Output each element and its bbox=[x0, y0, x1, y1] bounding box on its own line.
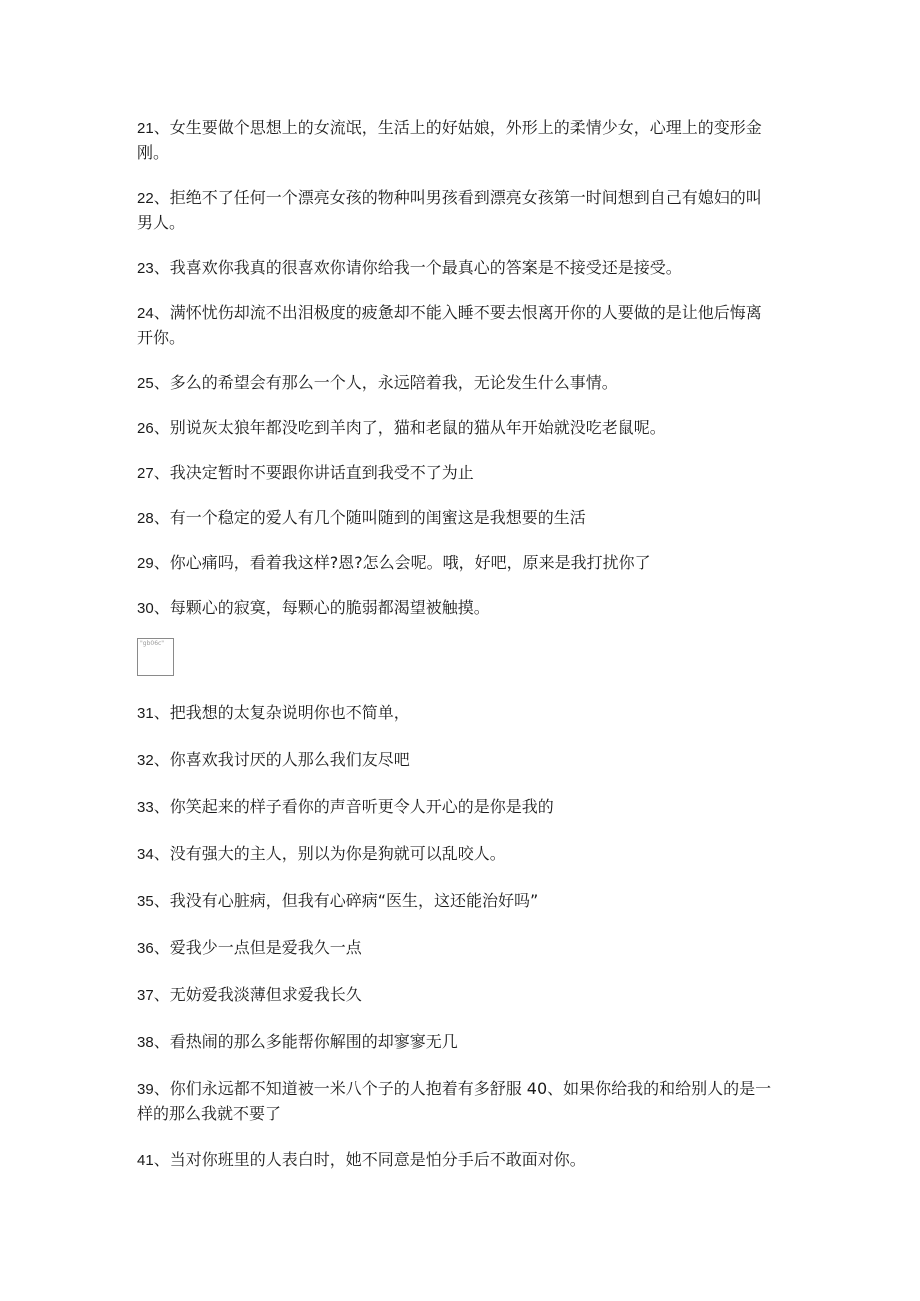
item-text: 、我没有心脏病，但我有心碎病“医生，这还能治好吗” bbox=[153, 891, 539, 910]
item-number: 31 bbox=[137, 705, 154, 722]
list-item bbox=[137, 1148, 777, 1173]
list-item bbox=[137, 371, 777, 396]
item-number: 22 bbox=[137, 190, 154, 207]
item-number: 36 bbox=[137, 940, 154, 957]
item-number: 38 bbox=[137, 1034, 154, 1051]
item-number: 32 bbox=[137, 752, 154, 769]
item-text: 、你心痛吗，看着我这样?恩?怎么会呢。哦，好吧，原来是我打扰你了 bbox=[153, 553, 651, 572]
list-item bbox=[137, 551, 777, 576]
list-item bbox=[137, 116, 777, 165]
list-item bbox=[137, 256, 777, 281]
item-text: 、满怀忧伤却流不出泪极度的疲惫却不能入睡不要去恨离开你的人要做的是让他后悔离开你。 bbox=[137, 303, 762, 347]
list-item bbox=[137, 748, 777, 773]
list-item bbox=[137, 461, 777, 486]
list-item bbox=[137, 983, 777, 1008]
item-text: 、别说灰太狼年都没吃到羊肉了，猫和老鼠的猫从年开始就没吃老鼠呢。 bbox=[153, 418, 666, 437]
item-text: 、爱我少一点但是爱我久一点 bbox=[153, 938, 362, 957]
item-number: 29 bbox=[137, 555, 154, 572]
item-number: 25 bbox=[137, 375, 154, 392]
list-item bbox=[137, 186, 777, 235]
item-text: 、没有强大的主人，别以为你是狗就可以乱咬人。 bbox=[153, 844, 506, 863]
list-item bbox=[137, 842, 777, 867]
list-item bbox=[137, 596, 777, 621]
item-number: 39 bbox=[137, 1081, 154, 1098]
list-item bbox=[137, 1030, 777, 1055]
list-item bbox=[137, 1077, 777, 1126]
list-item bbox=[137, 936, 777, 961]
item-text: 、有一个稳定的爱人有几个随叫随到的闺蜜这是我想要的生活 bbox=[153, 508, 586, 527]
list-item bbox=[137, 301, 777, 350]
item-text: 、我决定暂时不要跟你讲话直到我受不了为止 bbox=[153, 463, 474, 482]
item-text: 、你笑起来的样子看你的声音听更令人开心的是你是我的 bbox=[153, 797, 554, 816]
item-number: 30 bbox=[137, 600, 154, 617]
item-text: 、无妨爱我淡薄但求爱我长久 bbox=[153, 985, 362, 1004]
item-number: 41 bbox=[137, 1152, 154, 1169]
list-item bbox=[137, 889, 777, 914]
item-text: 、你喜欢我讨厌的人那么我们友尽吧 bbox=[153, 750, 410, 769]
item-text: 、当对你班里的人表白时，她不同意是怕分手后不敢面对你。 bbox=[153, 1150, 586, 1169]
item-number: 24 bbox=[137, 305, 154, 322]
item-number: 23 bbox=[137, 260, 154, 277]
item-number: 35 bbox=[137, 893, 154, 910]
list-item bbox=[137, 416, 777, 441]
item-text: 、把我想的太复杂说明你也不简单， bbox=[153, 703, 410, 722]
item-number: 34 bbox=[137, 846, 154, 863]
list-item bbox=[137, 506, 777, 531]
item-text: 、看热闹的那么多能帮你解围的却寥寥无几 bbox=[153, 1032, 458, 1051]
item-number: 33 bbox=[137, 799, 154, 816]
item-text: 、拒绝不了任何一个漂亮女孩的物种叫男孩看到漂亮女孩第一时间想到自己有媳妇的叫男人。 bbox=[137, 188, 762, 232]
list-item bbox=[137, 701, 777, 726]
item-number: 37 bbox=[137, 987, 154, 1004]
item-text: 、多么的希望会有那么一个人，永远陪着我，无论发生什么事情。 bbox=[153, 373, 618, 392]
broken-image-icon bbox=[137, 638, 174, 676]
item-number: 27 bbox=[137, 465, 154, 482]
item-text: 、每颗心的寂寞，每颗心的脆弱都渴望被触摸。 bbox=[153, 598, 490, 617]
item-number: 21 bbox=[137, 120, 154, 137]
item-number: 28 bbox=[137, 510, 154, 527]
item-text: 、女生要做个思想上的女流氓，生活上的好姑娘，外形上的柔情少女，心理上的变形金刚。 bbox=[137, 118, 762, 162]
item-text: 、你们永远都不知道被一米八个子的人抱着有多舒服 40、如果你给我的和给别人的是一样的那么我就不要了 bbox=[137, 1079, 772, 1123]
item-text: 、我喜欢你我真的很喜欢你请你给我一个最真心的答案是不接受还是接受。 bbox=[153, 258, 682, 277]
list-item bbox=[137, 795, 777, 820]
item-number: 26 bbox=[137, 420, 154, 437]
image-alt-text: "gb06c" bbox=[140, 640, 165, 647]
